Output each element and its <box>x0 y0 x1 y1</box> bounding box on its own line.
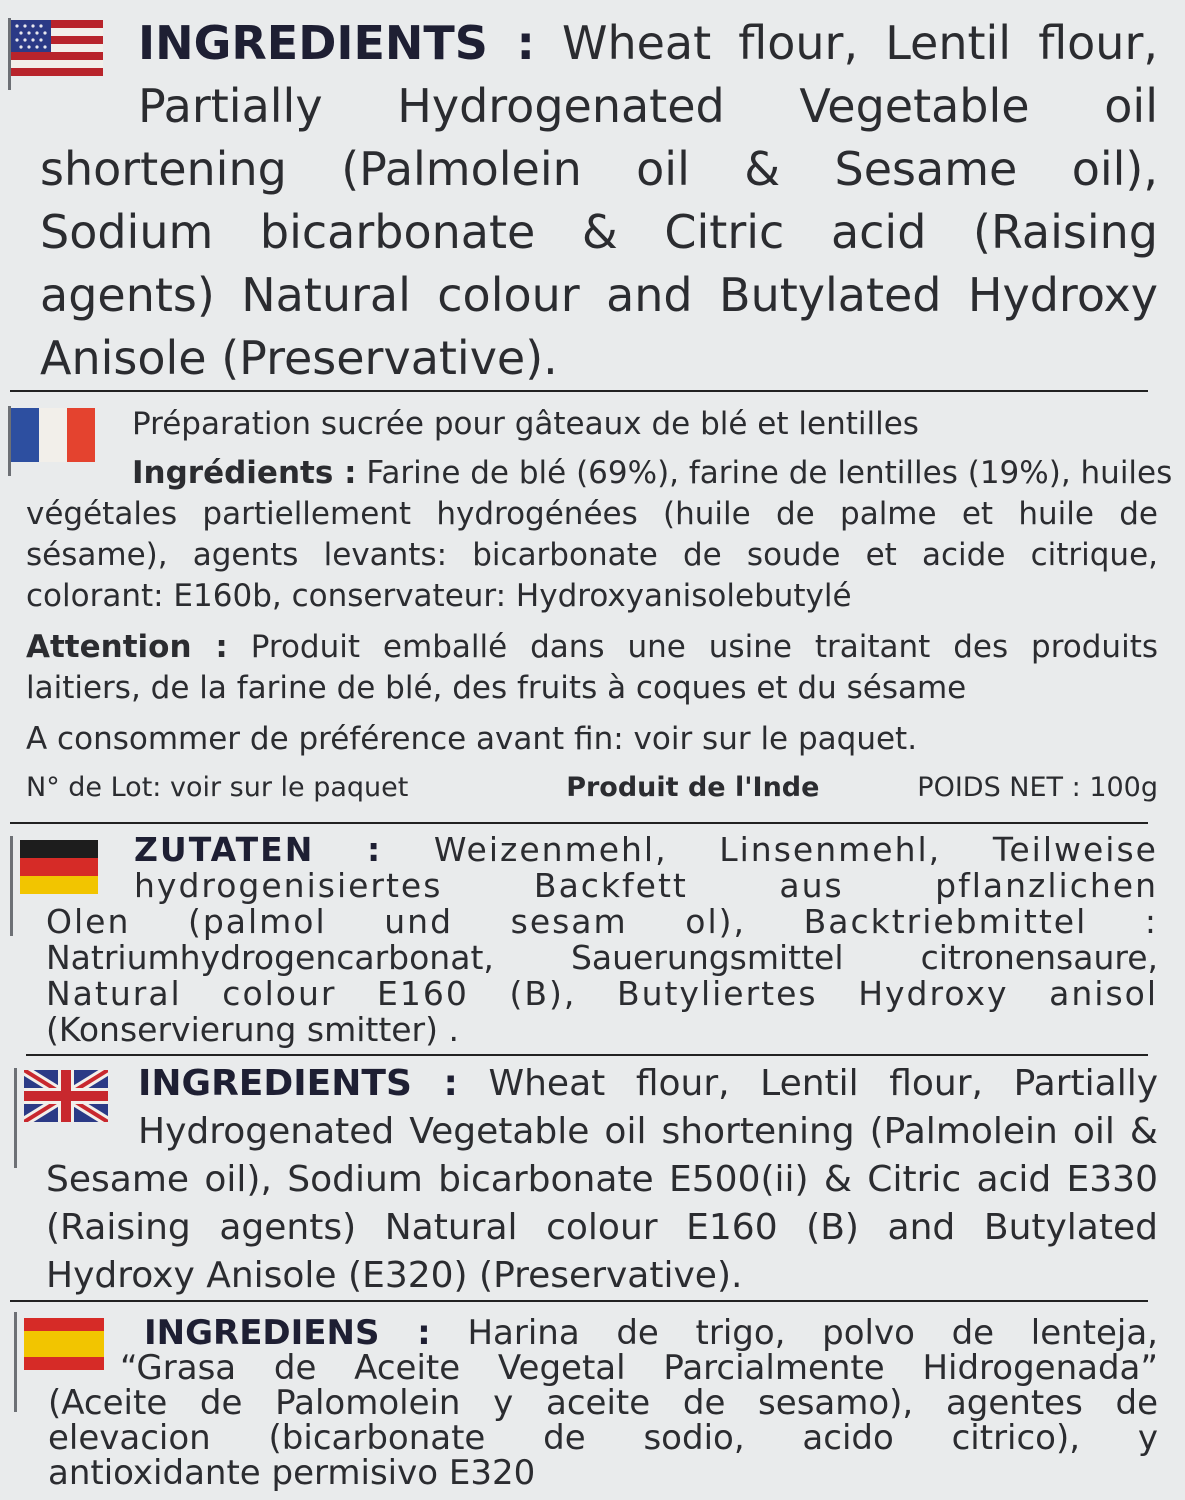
uk-line-4: (Raising agents) Natural colour E160 (B) and Butylated <box>46 1207 1158 1248</box>
de-ingredients-label: ZUTATEN : <box>134 830 383 869</box>
es-line-2: “Grasa de Aceite Vegetal Parcialmente Hidrogenada” <box>120 1348 1158 1388</box>
uk-line-3: Sesame oil), Sodium bicarbonate E500(ii) & Citric acid E330 <box>46 1159 1158 1200</box>
fr-attention-label: Attention : <box>26 629 228 665</box>
fr-net-weight: POIDS NET : 100g <box>917 772 1158 803</box>
flag-pole <box>14 1068 17 1168</box>
us-ingredients-label: INGREDIENTS : <box>138 16 535 70</box>
us-line-6: Anisole (Preservative). <box>40 331 558 385</box>
us-line-1: Wheat flour, Lentil flour, <box>561 16 1158 70</box>
us-line-2: Partially Hydrogenated Vegetable oil <box>138 79 1158 133</box>
fr-line-3: sésame), agents levants: bicarbonate de soude et acide citrique, <box>26 537 1158 573</box>
uk-line-1: Wheat flour, Lentil flour, Partially <box>488 1063 1159 1104</box>
uk-line-5: Hydroxy Anisole (E320) (Preservative). <box>46 1255 743 1296</box>
es-ingredients-text <box>48 1313 1158 1493</box>
fr-ingredients-text <box>26 404 1173 808</box>
es-line-5: antioxidante permisivo E320 <box>48 1453 536 1493</box>
flag-pole <box>14 1312 17 1412</box>
de-line-1: Weizenmehl, Linsenmehl, Teilweise <box>433 830 1158 869</box>
uk-ingredients-text <box>46 1060 1158 1300</box>
de-ingredients-text <box>46 832 1158 1048</box>
fr-attention-line-1: Produit emballé dans une usine traitant des produits <box>250 629 1158 665</box>
fr-footer-row <box>26 768 1158 808</box>
fr-origin: Produit de l'Inde <box>566 772 820 803</box>
es-ingredients-section <box>0 1302 1185 1500</box>
uk-ingredients-section <box>0 1056 1185 1296</box>
de-line-5: Natural colour E160 (B), Butyliertes Hydroxy anisol <box>46 974 1158 1013</box>
us-ingredients-text <box>40 12 1158 390</box>
fr-title: Préparation sucrée pour gâteaux de blé et lentilles <box>132 406 919 442</box>
es-line-3: (Aceite de Palomolein y aceite de sesamo), agentes de <box>48 1383 1158 1423</box>
fr-line-4: colorant: E160b, conservateur: Hydroxyanisolebutylé <box>26 578 852 614</box>
uk-line-2: Hydrogenated Vegetable oil shortening (Palmolein oil & <box>138 1111 1158 1152</box>
uk-ingredients-label: INGREDIENTS : <box>138 1063 458 1104</box>
fr-line-2: végétales partiellement hydrogénées (huile de palme et huile de <box>26 496 1158 532</box>
fr-best-before: A consommer de préférence avant fin: voir sur le paquet. <box>26 721 918 757</box>
fr-attention-line-2: laitiers, de la farine de blé, des fruits à coques et du sésame <box>26 670 967 706</box>
us-line-3: shortening (Palmolein oil & Sesame oil), <box>40 142 1158 196</box>
de-line-6: (Konservierung smitter) . <box>46 1010 459 1049</box>
fr-lot-number: N° de Lot: voir sur le paquet <box>26 772 409 803</box>
de-line-2: hydrogenisiertes Backfett aus pflanzlichen <box>134 866 1158 905</box>
es-line-1: Harina de trigo, polvo de lenteja, <box>467 1313 1158 1353</box>
de-ingredients-section <box>0 824 1185 1054</box>
flag-pole <box>10 836 13 936</box>
us-line-5: agents) Natural colour and Butylated Hydroxy <box>40 268 1158 322</box>
es-ingredients-label: INGREDIENS : <box>144 1313 431 1353</box>
fr-ingredients-label: Ingrédients : <box>132 455 357 491</box>
us-ingredients-section <box>0 0 1185 392</box>
de-line-4: Natriumhydrogencarbonat, Sauerungsmittel citronensaure, <box>46 938 1158 977</box>
es-line-4: elevacion (bicarbonate de sodio, acido citrico), y <box>48 1418 1158 1458</box>
de-line-3: Olen (palmol und sesam ol), Backtriebmittel : <box>46 902 1158 941</box>
fr-line-1: Farine de blé (69%), farine de lentilles (19%), huiles <box>366 455 1173 491</box>
us-line-4: Sodium bicarbonate & Citric acid (Raising <box>40 205 1158 259</box>
fr-ingredients-section <box>0 392 1185 822</box>
